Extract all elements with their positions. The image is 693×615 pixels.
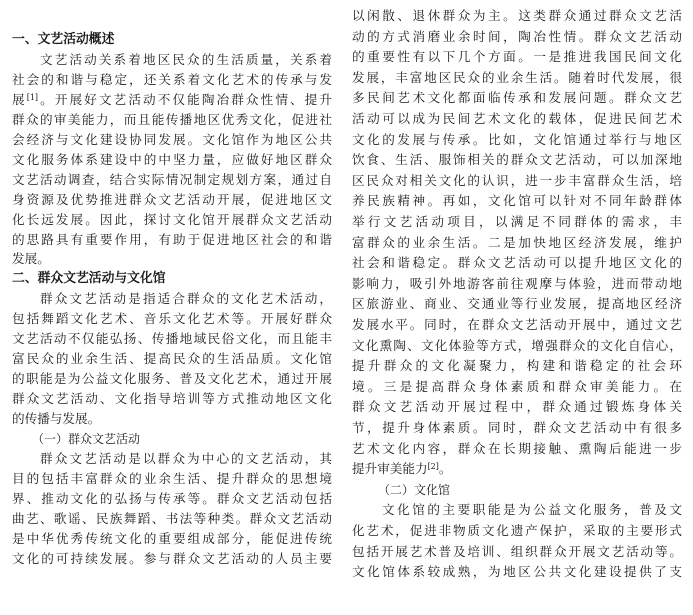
text-line xyxy=(12,329,332,349)
subsection-heading xyxy=(352,480,682,500)
line-text: 会经济与文化建设协同发展。文化馆作为地区公共 xyxy=(12,131,332,147)
text-line xyxy=(12,50,332,70)
line-text: 富群众的业余生活。二是加快地区经济发展，维护 xyxy=(352,234,682,250)
line-text: 文化熏陶、文化体验等方式，增强群众的文化自信心， xyxy=(352,337,682,353)
line-text: 的传播与发展。 xyxy=(12,411,101,427)
line-text: 文艺活动调查，结合实际情况制定规划方案，通过自 xyxy=(12,171,332,187)
text-line xyxy=(12,409,332,429)
text-line xyxy=(12,349,332,369)
line-text: 艺术文化内容，群众在长期接触、熏陶后能进一步 xyxy=(352,440,682,456)
text-line xyxy=(352,233,682,253)
line-text: 节，提升身体素质。同时，群众文艺活动中有很多 xyxy=(352,420,682,435)
line-text: 是中华优秀传统文化的重要组成部分，能促进传统 xyxy=(12,530,332,546)
line-text: 的思路具有重要作用，有助于促进地区社会的和谐 xyxy=(12,231,332,247)
line-text: 化长远发展。因此，探讨文化馆开展群众文艺活动 xyxy=(12,211,332,227)
text-line xyxy=(352,47,682,67)
text-line xyxy=(352,542,682,562)
text-line xyxy=(352,356,682,376)
text-line xyxy=(352,68,682,88)
line-text: 一、文艺活动概述 xyxy=(12,32,115,47)
text-line xyxy=(12,309,332,329)
text-line xyxy=(352,171,682,191)
line-text: 动的方式消磨业余时间，陶冶性情。群众文艺活动 xyxy=(352,28,682,44)
text-line xyxy=(352,6,682,26)
line-text: 以闲散、退休群众为主。这类群众通过群众文艺活 xyxy=(352,8,682,23)
section-heading xyxy=(12,30,332,50)
text-line xyxy=(12,70,332,90)
text-line xyxy=(12,170,332,190)
line-text: 活动可以成为民间艺术文化的载体，促进民间艺术 xyxy=(352,111,682,126)
line-text: 社会的和谐与稳定，还关系着文化艺术的传承与发 xyxy=(12,71,332,87)
line-text: 群众的审美能力，而且能传播地区优秀文化，促进社 xyxy=(12,111,332,127)
text-line xyxy=(352,521,682,541)
text-line xyxy=(352,439,682,459)
line-text: 文化的发展与传承。比如，文化馆通过举行与地区 xyxy=(352,131,682,147)
text-line xyxy=(352,562,682,582)
line-text: 区民众对相关文化的认识，进一步丰富群众生活，培 xyxy=(352,172,682,188)
text-line xyxy=(12,289,332,309)
text-line xyxy=(352,27,682,47)
text-line xyxy=(352,294,682,314)
text-line xyxy=(12,130,332,150)
line-text: 目的包括丰富群众的业余生活、提升群众的思想境 xyxy=(12,470,332,486)
line-text: 包括舞蹈文化艺术、音乐文化艺术等。开展好群众 xyxy=(12,311,332,327)
line-text: 二、群众文艺活动与文化馆 xyxy=(12,271,166,287)
text-line xyxy=(12,489,332,509)
line-text: 的职能是为公益文化服务、普及文化艺术，通过开展 xyxy=(12,371,332,387)
line-text: 富民众的业余生活、提高民众的生活品质。文化馆 xyxy=(12,351,332,367)
text-line xyxy=(352,130,682,150)
text-line xyxy=(352,274,682,294)
text-line xyxy=(352,500,682,520)
text-line xyxy=(12,230,332,250)
line-text: 发展。 xyxy=(12,251,50,267)
line-text: 区旅游业、商业、交通业等行业发展，提高地区经济 xyxy=(352,296,682,312)
text-line xyxy=(12,469,332,489)
line-text: 的重要性有以下几个方面。一是推进我国民间文化 xyxy=(352,49,682,65)
subsection-heading xyxy=(12,429,332,449)
text-line xyxy=(352,315,682,335)
text-line xyxy=(352,109,682,129)
line-text: 举行文艺活动项目，以满足不同群体的需求，丰 xyxy=(352,214,682,229)
line-text: 多民间艺术文化都面临传承和发展问题。群众文艺 xyxy=(352,90,682,106)
text-line xyxy=(12,249,332,269)
line-text: 包括开展艺术普及培训、组织群众开展文艺活动等。 xyxy=(352,543,682,559)
text-line xyxy=(12,369,332,389)
line-text: （二）文化馆 xyxy=(378,482,451,497)
line-text: 界、推动文化的弘扬与传承等。群众文艺活动包括 xyxy=(12,490,332,506)
text-line xyxy=(12,110,332,130)
line-text: 文化的可持续发展。参与群众文艺活动的人员主要 xyxy=(12,550,332,566)
line-text: 养民族精神。再如，文化馆可以针对不同年龄群体 xyxy=(352,193,682,209)
text-line xyxy=(352,336,682,356)
line-text: 提升审美能力 xyxy=(352,461,428,477)
text-line xyxy=(12,389,332,409)
line-text: 文艺活动不仅能弘扬、传播地域民俗文化，而且能丰 xyxy=(12,331,332,347)
text-line xyxy=(12,529,332,549)
line-text: 影响力，吸引外地游客前往观摩与体验，进而带动地 xyxy=(352,275,682,291)
text-line xyxy=(352,212,682,232)
line-text: （一）群众文艺活动 xyxy=(32,432,141,446)
text-line xyxy=(352,150,682,170)
text-line xyxy=(352,418,682,438)
citation-marker[interactable]: [1] xyxy=(26,92,39,102)
line-text: 饮食、生活、服饰相关的群众文艺活动，可以加深地 xyxy=(352,152,682,168)
line-text: 社会和谐稳定。群众文艺活动可以提升地区文化的 xyxy=(352,255,682,271)
text-line xyxy=(12,150,332,170)
line-text: 身资源及优势推进群众文艺活动开展，促进地区文 xyxy=(12,191,332,207)
line-text: 文化馆体系较成熟，为地区公共文化建设提供了支 xyxy=(352,564,682,580)
text-line xyxy=(352,377,682,397)
line-text: 发展水平。同时，在群众文艺活动开展中，通过文艺 xyxy=(352,317,682,332)
text-line xyxy=(352,253,682,273)
text-line xyxy=(352,191,682,211)
text-line xyxy=(352,397,682,417)
line-text: 群众文艺活动是指适合群众的文化艺术活动， xyxy=(40,291,332,307)
text-line xyxy=(12,90,332,110)
line-text: 曲艺、歌谣、民族舞蹈、书法等种类。群众文艺活动 xyxy=(12,510,332,526)
line-text: 群众文艺活动是以群众为中心的文艺活动，其 xyxy=(40,450,332,466)
line-text: 发展，丰富地区民众的业余生活。随着时代发展，很 xyxy=(352,69,682,85)
line-text: 文化馆的主要职能是为公益文化服务，普及文 xyxy=(382,502,682,518)
text-line xyxy=(12,210,332,230)
line-text: 群众文艺活动开展过程中，群众通过锻炼身体关 xyxy=(352,399,682,415)
text-line xyxy=(12,549,332,569)
line-text: 群众文艺活动、文化指导培训等方式推动地区文化 xyxy=(12,391,332,407)
text-line xyxy=(12,190,332,210)
citation-marker[interactable]: [2] xyxy=(427,462,439,472)
line-text: 提升群众的文化凝聚力，构建和谐稳定的社会环 xyxy=(352,358,682,374)
line-text: 文艺活动关系着地区民众的生活质量，关系着 xyxy=(40,52,332,67)
text-line xyxy=(352,88,682,108)
line-text-continued: 。 xyxy=(438,461,452,477)
line-text-continued: 。开展好文艺活动不仅能陶冶群众性情、提升 xyxy=(38,91,332,107)
text-line xyxy=(12,509,332,529)
line-text: 展 xyxy=(12,91,27,107)
line-text: 境。三是提高群众身体素质和群众审美能力。在 xyxy=(352,378,682,394)
text-line xyxy=(12,449,332,469)
line-text: 化艺术，促进非物质文化遗产保护，采取的主要形式 xyxy=(352,523,682,538)
line-text: 文化服务体系建设中的中坚力量，应做好地区群众 xyxy=(12,151,332,167)
text-line xyxy=(352,459,682,479)
section-heading xyxy=(12,269,332,289)
